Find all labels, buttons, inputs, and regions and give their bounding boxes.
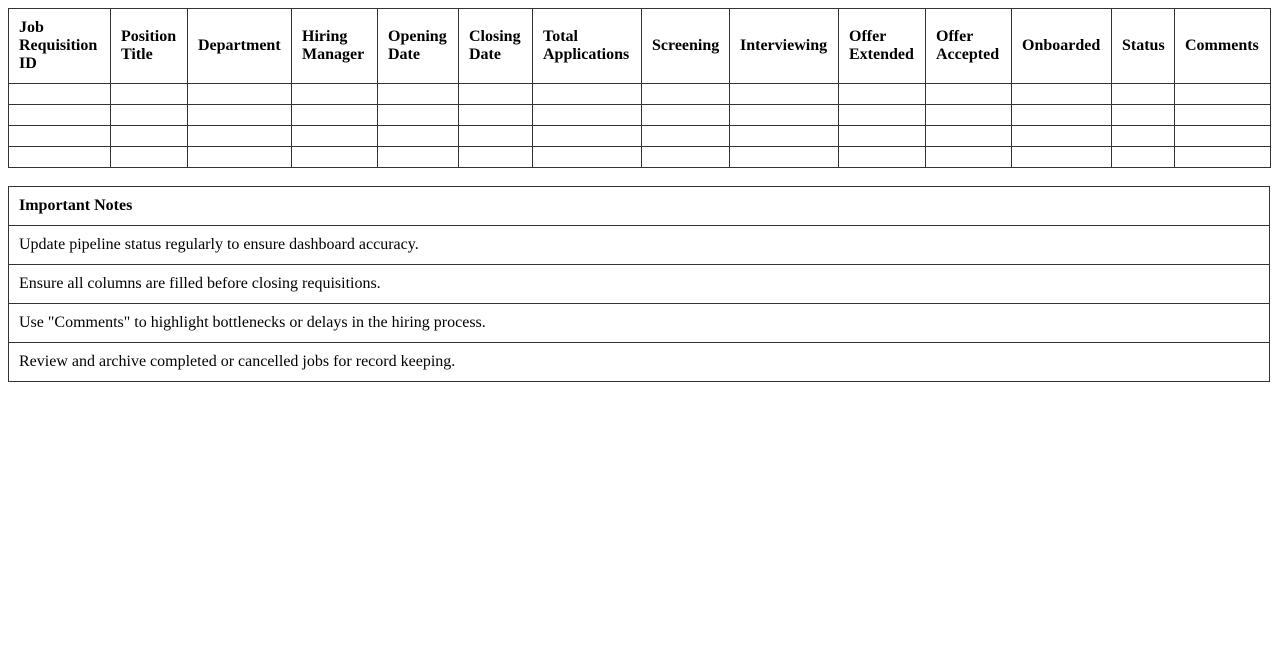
note-row	[9, 226, 1270, 265]
table-cell[interactable]	[1175, 105, 1271, 126]
table-cell[interactable]	[459, 84, 533, 105]
column-header-position-title: Position Title	[111, 9, 188, 84]
table-cell[interactable]	[292, 84, 378, 105]
column-header-opening-date: Opening Date	[378, 9, 459, 84]
table-cell[interactable]	[188, 84, 292, 105]
table-cell[interactable]	[1012, 84, 1112, 105]
table-cell[interactable]	[533, 84, 642, 105]
note-row	[9, 343, 1270, 382]
table-body	[9, 84, 1271, 168]
table-cell[interactable]	[642, 84, 730, 105]
table-cell[interactable]	[926, 147, 1012, 168]
table-cell[interactable]	[1175, 126, 1271, 147]
table-cell[interactable]	[642, 105, 730, 126]
job-requisition-table	[8, 8, 1271, 168]
important-notes-table	[8, 186, 1270, 382]
table-cell[interactable]	[533, 126, 642, 147]
column-header-closing-date: Closing Date	[459, 9, 533, 84]
table-cell[interactable]	[292, 147, 378, 168]
table-cell[interactable]	[378, 84, 459, 105]
table-cell[interactable]	[1112, 105, 1175, 126]
table-cell[interactable]	[9, 126, 111, 147]
notes-header-row	[9, 187, 1270, 226]
notes-title: Important Notes	[9, 187, 1270, 226]
column-header-comments: Comments	[1175, 9, 1271, 84]
table-cell[interactable]	[378, 105, 459, 126]
note-item: Review and archive completed or cancelled jobs for record keeping.	[9, 343, 1270, 382]
table-cell[interactable]	[188, 126, 292, 147]
table-cell[interactable]	[111, 105, 188, 126]
column-header-offer-accepted: Offer Accepted	[926, 9, 1012, 84]
note-item: Use "Comments" to highlight bottlenecks or delays in the hiring process.	[9, 304, 1270, 343]
table-cell[interactable]	[730, 126, 839, 147]
table-cell[interactable]	[9, 147, 111, 168]
table-cell[interactable]	[111, 147, 188, 168]
table-cell[interactable]	[1175, 147, 1271, 168]
column-header-status: Status	[1112, 9, 1175, 84]
table-cell[interactable]	[9, 84, 111, 105]
table-row	[9, 126, 1271, 147]
column-header-interviewing: Interviewing	[730, 9, 839, 84]
table-cell[interactable]	[533, 147, 642, 168]
table-cell[interactable]	[642, 126, 730, 147]
table-cell[interactable]	[730, 105, 839, 126]
table-cell[interactable]	[642, 147, 730, 168]
table-cell[interactable]	[1112, 126, 1175, 147]
column-header-screening: Screening	[642, 9, 730, 84]
table-row	[9, 147, 1271, 168]
column-header-department: Department	[188, 9, 292, 84]
table-cell[interactable]	[839, 147, 926, 168]
table-cell[interactable]	[292, 126, 378, 147]
table-cell[interactable]	[839, 126, 926, 147]
table-cell[interactable]	[1012, 126, 1112, 147]
table-cell[interactable]	[839, 84, 926, 105]
table-cell[interactable]	[839, 105, 926, 126]
table-cell[interactable]	[1012, 147, 1112, 168]
note-item: Update pipeline status regularly to ensure dashboard accuracy.	[9, 226, 1270, 265]
table-cell[interactable]	[533, 105, 642, 126]
page	[8, 8, 1270, 382]
column-header-onboarded: Onboarded	[1012, 9, 1112, 84]
table-row	[9, 84, 1271, 105]
table-cell[interactable]	[926, 105, 1012, 126]
table-cell[interactable]	[188, 147, 292, 168]
table-cell[interactable]	[9, 105, 111, 126]
table-cell[interactable]	[1175, 84, 1271, 105]
column-header-job-requisition-id: Job Requisition ID	[9, 9, 111, 84]
note-item: Ensure all columns are filled before closing requisitions.	[9, 265, 1270, 304]
table-cell[interactable]	[111, 84, 188, 105]
column-header-total-applications: Total Applications	[533, 9, 642, 84]
table-cell[interactable]	[1112, 84, 1175, 105]
table-cell[interactable]	[111, 126, 188, 147]
header-row	[9, 9, 1271, 84]
table-cell[interactable]	[459, 126, 533, 147]
table-cell[interactable]	[459, 147, 533, 168]
note-row	[9, 304, 1270, 343]
table-cell[interactable]	[292, 105, 378, 126]
table-row	[9, 105, 1271, 126]
table-cell[interactable]	[730, 84, 839, 105]
table-cell[interactable]	[1012, 105, 1112, 126]
table-cell[interactable]	[926, 126, 1012, 147]
table-cell[interactable]	[730, 147, 839, 168]
table-cell[interactable]	[378, 147, 459, 168]
column-header-offer-extended: Offer Extended	[839, 9, 926, 84]
table-cell[interactable]	[188, 105, 292, 126]
table-cell[interactable]	[926, 84, 1012, 105]
table-cell[interactable]	[459, 105, 533, 126]
column-header-hiring-manager: Hiring Manager	[292, 9, 378, 84]
note-row	[9, 265, 1270, 304]
table-cell[interactable]	[378, 126, 459, 147]
table-cell[interactable]	[1112, 147, 1175, 168]
